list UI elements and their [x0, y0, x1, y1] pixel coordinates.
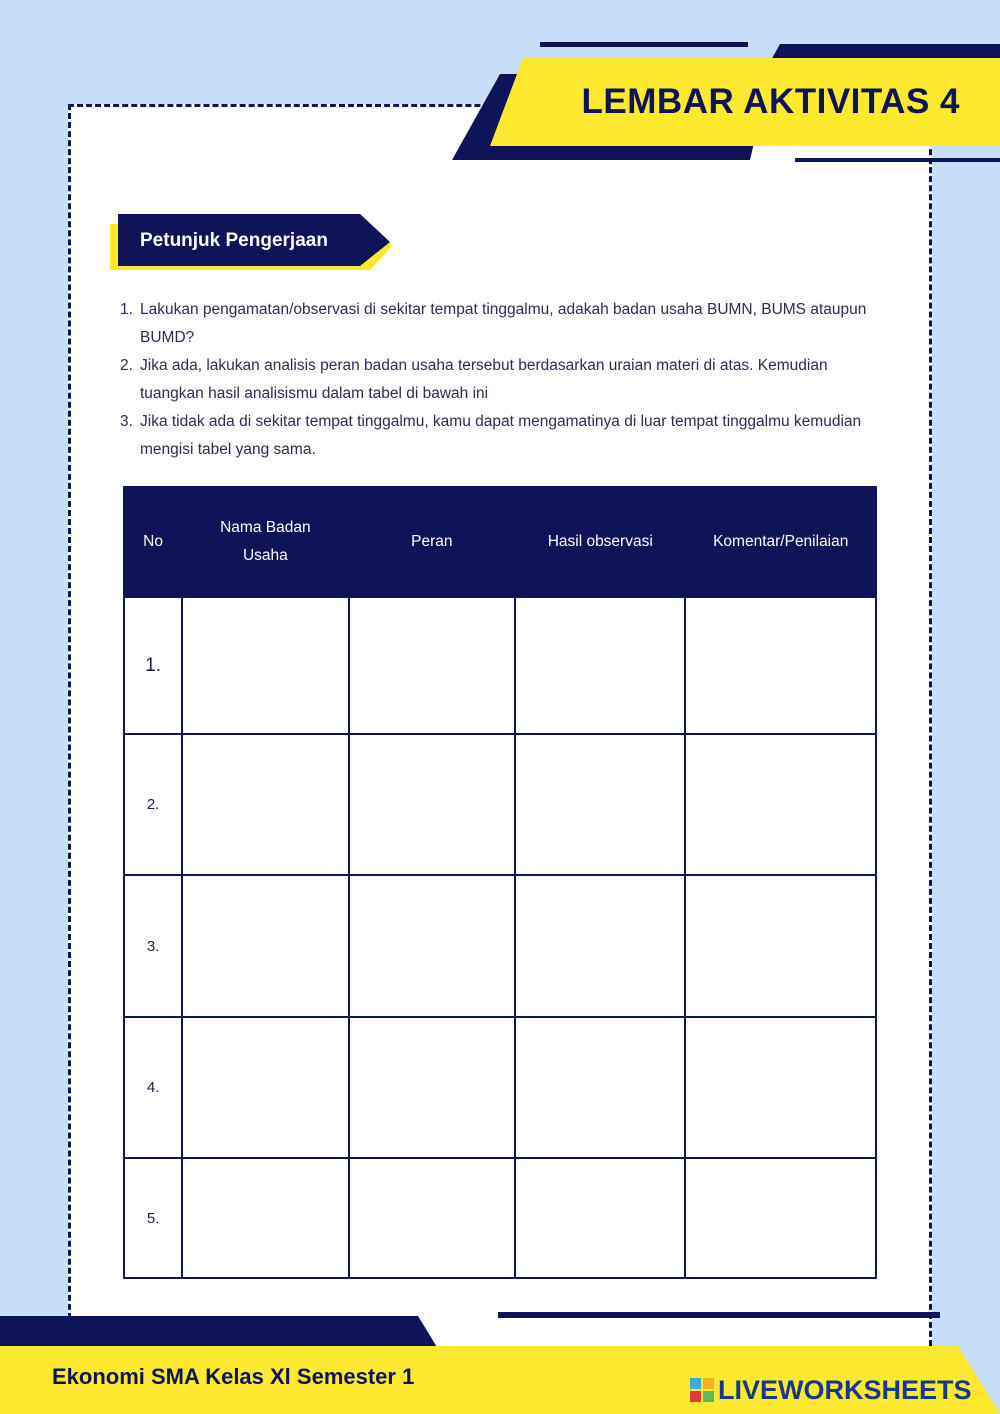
banner-line-bottom [795, 158, 1000, 162]
table-header-row [124, 487, 876, 597]
row-number: 5. [124, 1158, 182, 1278]
header-peran: Peran [349, 487, 515, 597]
input-cell[interactable] [349, 1017, 515, 1158]
input-cell[interactable] [182, 875, 348, 1017]
input-cell[interactable] [349, 1158, 515, 1278]
banner-line-top [540, 42, 748, 47]
table-row [124, 597, 876, 734]
input-cell[interactable] [515, 597, 685, 734]
input-cell[interactable] [515, 1017, 685, 1158]
table-row [124, 734, 876, 875]
input-cell[interactable] [349, 597, 515, 734]
input-cell[interactable] [685, 734, 876, 875]
footer-text: Ekonomi SMA Kelas Xl Semester 1 [52, 1364, 415, 1389]
input-cell[interactable] [515, 1158, 685, 1278]
header-nama-badan-usaha: Nama Badan Usaha [182, 487, 348, 597]
row-number: 4. [124, 1017, 182, 1158]
input-cell[interactable] [685, 875, 876, 1017]
input-cell[interactable] [182, 734, 348, 875]
liveworksheets-icon [690, 1378, 714, 1402]
input-cell[interactable] [685, 597, 876, 734]
input-cell[interactable] [515, 875, 685, 1017]
input-cell[interactable] [685, 1017, 876, 1158]
header-komentar-penilaian: Komentar/Penilaian [685, 487, 876, 597]
header-hasil-observasi: Hasil observasi [515, 487, 685, 597]
input-cell[interactable] [349, 875, 515, 1017]
input-cell[interactable] [182, 597, 348, 734]
section-label-text: Petunjuk Pengerjaan [140, 230, 328, 251]
footer-line [498, 1312, 940, 1318]
row-number: 2. [124, 734, 182, 875]
input-cell[interactable] [515, 734, 685, 875]
observation-table [123, 486, 877, 1279]
input-cell[interactable] [685, 1158, 876, 1278]
table-row [124, 1017, 876, 1158]
header-no: No [124, 487, 182, 597]
input-cell[interactable] [182, 1158, 348, 1278]
liveworksheets-text: LIVEWORKSHEETS [718, 1374, 972, 1405]
instruction-item: 1. Lakukan pengamatan/observasi di sekitar tempat tinggalmu, adakah badan usaha BUMN, BUMS ataupun BUMD? [120, 301, 867, 346]
row-number: 1. [124, 597, 182, 734]
instruction-item: 3. Jika tidak ada di sekitar tempat tinggalmu, kamu dapat mengamatinya di luar tempat tinggalmu kemudian mengisi tabel yang sama. [120, 413, 862, 458]
instruction-list [120, 296, 890, 464]
table-row [124, 1158, 876, 1278]
section-label [118, 214, 388, 268]
input-cell[interactable] [182, 1017, 348, 1158]
instruction-item: 2. Jika ada, lakukan analisis peran badan usaha tersebut berdasarkan uraian materi di atas. Kemudian tuangkan hasil analisismu dalam tabel di bawah ini [120, 357, 828, 402]
input-cell[interactable] [349, 734, 515, 875]
table-row [124, 875, 876, 1017]
liveworksheets-logo [690, 1372, 972, 1408]
page-title: LEMBAR AKTIVITAS 4 [581, 82, 960, 121]
row-number: 3. [124, 875, 182, 1017]
